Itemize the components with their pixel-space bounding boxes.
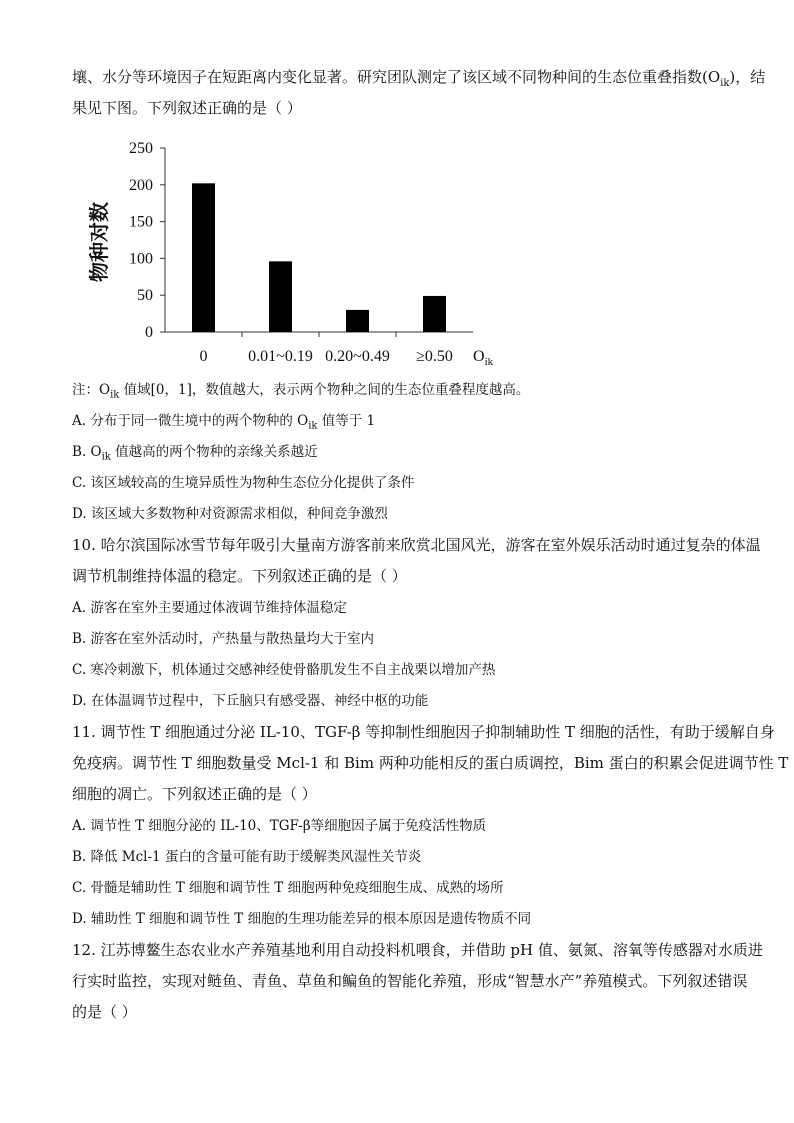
y-axis-label: 物种对数 xyxy=(87,202,111,282)
x-tick-label: 0.20~0.49 xyxy=(325,348,390,365)
bar xyxy=(423,296,446,332)
q11-option-a: A. 调节性 T 细胞分泌的 IL-10、TGF-β等细胞因子属于免疫活性物质 xyxy=(72,818,487,834)
x-tick-label: 0.01~0.19 xyxy=(248,348,313,365)
note-text: 值域[0，1]，数值越大，表示两个物种之间的生态位重叠程度越高。 xyxy=(119,382,530,398)
q10-option-d: D. 在体温调节过程中，下丘脑只有感受器、神经中枢的功能 xyxy=(72,693,429,709)
oik-subscript: ik xyxy=(720,78,730,89)
q10-option-b: B. 游客在室外活动时，产热量与散热量均大于室内 xyxy=(72,631,375,647)
option-text: 值等于 1 xyxy=(317,413,376,429)
y-tick-label: 50 xyxy=(137,287,153,305)
chart-note xyxy=(72,380,732,406)
bar xyxy=(269,261,292,332)
q9-option-a xyxy=(72,411,732,437)
q9-option-d: D. 该区域大多数物种对资源需求相似，种间竞争激烈 xyxy=(72,506,388,522)
option-text: 值越高的两个物种的亲缘关系越近 xyxy=(110,444,318,460)
q10-option-c: C. 寒冷刺激下，机体通过交感神经使骨骼肌发生不自主战栗以增加产热 xyxy=(72,662,496,678)
y-tick-label: 100 xyxy=(129,250,153,268)
option-subscript: ik xyxy=(101,451,111,463)
q11-option-c: C. 骨髓是辅助性 T 细胞和调节性 T 细胞两种免疫细胞生成、成熟的场所 xyxy=(72,880,504,896)
note-prefix: 注：O xyxy=(72,382,111,398)
q9-option-c: C. 该区域较高的生境异质性为物种生态位分化提供了条件 xyxy=(72,475,415,491)
x-tick-label: 0 xyxy=(199,348,208,365)
q10-stem-line-2: 调节机制维持体温的稳定。下列叙述正确的是（ ） xyxy=(72,567,407,585)
q10-stem-line-1: 10. 哈尔滨国际冰雪节每年吸引大量南方游客前来欣赏北国风光，游客在室外娱乐活动时通过复杂的体温 xyxy=(72,536,761,554)
paragraph-text: 壤、水分等环境因子在短距离内变化显著。研究团队测定了该区域不同物种间的生态位重叠指数(O xyxy=(72,68,721,86)
q12-stem-line-3: 的是（ ） xyxy=(72,1003,137,1021)
option-subscript: ik xyxy=(308,420,318,432)
note-subscript: ik xyxy=(110,389,120,401)
y-tick-label: 250 xyxy=(129,140,153,157)
bar xyxy=(192,183,215,332)
paragraph-text-end: )，结 xyxy=(729,68,766,86)
x-axis-label: $O_{ik}$ xyxy=(473,348,494,368)
q12-stem-line-1: 12. 江苏博鳌生态农业水产养殖基地利用自动投料机喂食，并借助 pH 值、氨氮、溶氧等传感器对水质进 xyxy=(72,941,763,959)
y-tick-label: 0 xyxy=(145,324,153,341)
q11-option-d: D. 辅助性 T 细胞和调节性 T 细胞的生理功能差异的根本原因是遗传物质不同 xyxy=(72,911,532,927)
y-tick-label: 200 xyxy=(129,176,153,194)
q11-stem-line-3: 细胞的凋亡。下列叙述正确的是（ ） xyxy=(72,785,317,803)
q11-stem-line-2: 免疫病。调节性 T 细胞数量受 Mcl-1 和 Bim 两种功能相反的蛋白质调控，Bim 蛋白的积累会促进调节性 T xyxy=(72,754,789,772)
q11-option-b: B. 降低 Mcl-1 蛋白的含量可能有助于缓解类风湿性关节炎 xyxy=(72,849,422,865)
paragraph-line-1 xyxy=(72,67,766,94)
q12-stem-line-2: 行实时监控，实现对鲢鱼、青鱼、草鱼和鳊鱼的智能化养殖，形成“智慧水产”养殖模式。下列叙述错误 xyxy=(72,972,748,990)
bar xyxy=(346,310,369,332)
option-text: B. O xyxy=(72,444,102,460)
q9-option-b xyxy=(72,442,732,468)
q10-option-a: A. 游客在室外主要通过体液调节维持体温稳定 xyxy=(72,600,347,616)
paragraph-line-2: 果见下图。下列叙述正确的是（ ） xyxy=(72,99,302,117)
y-tick-label: 150 xyxy=(129,213,153,231)
bar-chart xyxy=(70,130,510,375)
x-tick-label: ≥0.50 xyxy=(416,348,453,365)
option-text: A. 分布于同一微生境中的两个物种的 O xyxy=(72,413,309,429)
q11-stem-line-1: 11. 调节性 T 细胞通过分泌 IL-10、TGF-β 等抑制性细胞因子抑制辅助性 T 细胞的活性，有助于缓解自身 xyxy=(72,723,775,741)
